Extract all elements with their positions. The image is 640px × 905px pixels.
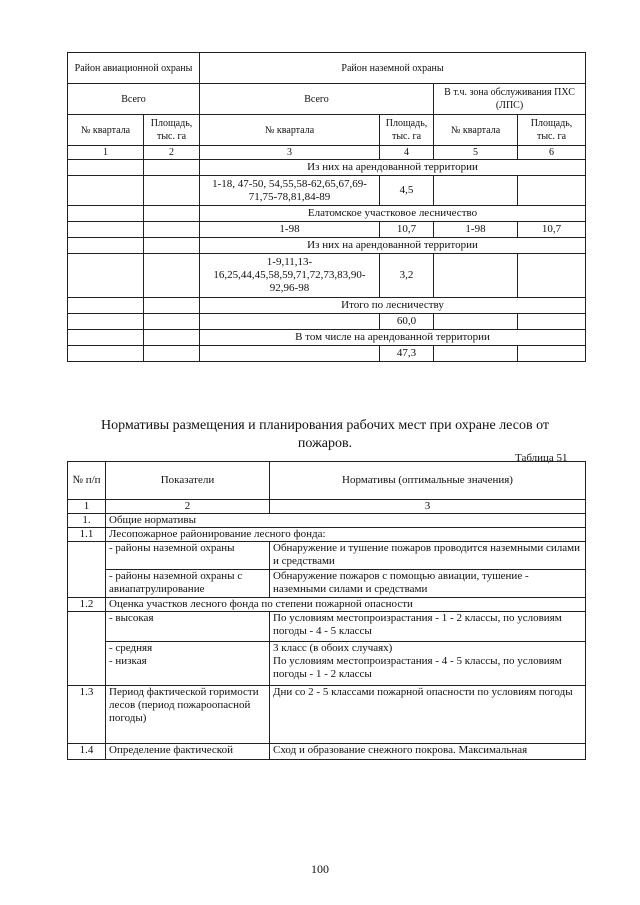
indicator-cell: - районы наземной охраны (106, 542, 270, 570)
header-total-ground: Всего (200, 84, 434, 115)
indicator-cell: - районы наземной охраны с авиапатрулирование (106, 570, 270, 598)
header-area: Площадь, тыс. га (518, 115, 586, 146)
table-cell: 10,7 (518, 222, 586, 238)
column-number: 3 (200, 146, 380, 160)
section-rented-territory: Из них на арендованной территории (200, 160, 586, 176)
norm-cell: Обнаружение и тушение пожаров проводится наземными силами и средствами (270, 542, 586, 570)
section-total-forestry: Итого по лесничеству (200, 298, 586, 314)
table-cell: 1-18, 47-50, 54,55,58-62,65,67,69-71,75-78,81,84-89 (200, 176, 380, 206)
norm-cell: 3 класс (в обоих случаях) По условиям местопроизрастания - 4 - 5 классы, по условиям погоды - 1 - 2 классы (270, 642, 586, 686)
indicator-cell: Период фактической горимости лесов (период пожароопасной погоды) (106, 686, 270, 744)
table-cell: 4,5 (380, 176, 434, 206)
row-number: 1. (68, 514, 106, 528)
forest-protection-zones-table (67, 52, 586, 362)
header-ground-zone: Район наземной охраны (200, 53, 586, 84)
row-number: 1.4 (68, 744, 106, 760)
header-quarter-no: № квартала (68, 115, 144, 146)
header-quarter-no: № квартала (200, 115, 380, 146)
column-number: 5 (434, 146, 518, 160)
section-rented-territory: Из них на арендованной территории (200, 238, 586, 254)
header-norms: Нормативы (оптимальные значения) (270, 462, 586, 500)
section-title: Нормативы размещения и планирования рабочих мест при охране лесов от пожаров. (100, 418, 550, 451)
column-number: 2 (106, 500, 270, 514)
table-label: Таблица 51 (515, 452, 568, 464)
indicator-cell: Определение фактической (106, 744, 270, 760)
fire-protection-norms-table (67, 461, 586, 760)
table-cell: 60,0 (380, 314, 434, 330)
table-cell: 1-98 (200, 222, 380, 238)
page-number: 100 (311, 862, 329, 876)
header-number: № п/п (68, 462, 106, 500)
header-pxs-zone: В т.ч. зона обслуживания ПХС (ЛПС) (434, 84, 586, 115)
header-area: Площадь, тыс. га (144, 115, 200, 146)
header-total-air: Всего (68, 84, 200, 115)
table-cell: 47,3 (380, 346, 434, 362)
section-elatma-forestry: Елатомское участковое лесничество (200, 206, 586, 222)
header-indicators: Показатели (106, 462, 270, 500)
norm-cell: Сход и образование снежного покрова. Максимальная (270, 744, 586, 760)
table-cell: 1-9,11,13-16,25,44,45,58,59,71,72,73,83,90-92,96-98 (200, 254, 380, 298)
table-cell: 10,7 (380, 222, 434, 238)
column-number: 1 (68, 146, 144, 160)
column-number: 6 (518, 146, 586, 160)
norm-cell: По условиям местопроизрастания - 1 - 2 классы, по условиям погоды - 4 - 5 классы (270, 612, 586, 642)
norm-cell: Обнаружение пожаров с помощью авиации, тушение - наземными силами и средствами (270, 570, 586, 598)
header-quarter-no: № квартала (434, 115, 518, 146)
row-number: 1.3 (68, 686, 106, 744)
row-number: 1.1 (68, 528, 106, 542)
column-number: 4 (380, 146, 434, 160)
table-cell: 3,2 (380, 254, 434, 298)
column-number: 3 (270, 500, 586, 514)
indicator-cell: - высокая (106, 612, 270, 642)
header-area: Площадь, тыс. га (380, 115, 434, 146)
row-number: 1.2 (68, 598, 106, 612)
row-text: Лесопожарное районирование лесного фонда: (106, 528, 586, 542)
table-cell: 1-98 (434, 222, 518, 238)
indicator-cell: - средняя - низкая (106, 642, 270, 686)
column-number: 2 (144, 146, 200, 160)
norm-cell: Дни со 2 - 5 классами пожарной опасности по условиям погоды (270, 686, 586, 744)
row-text: Общие нормативы (106, 514, 586, 528)
header-air-zone: Район авиационной охраны (68, 53, 200, 84)
column-number: 1 (68, 500, 106, 514)
section-including-rented: В том числе на арендованной территории (200, 330, 586, 346)
row-text: Оценка участков лесного фонда по степени пожарной опасности (106, 598, 586, 612)
